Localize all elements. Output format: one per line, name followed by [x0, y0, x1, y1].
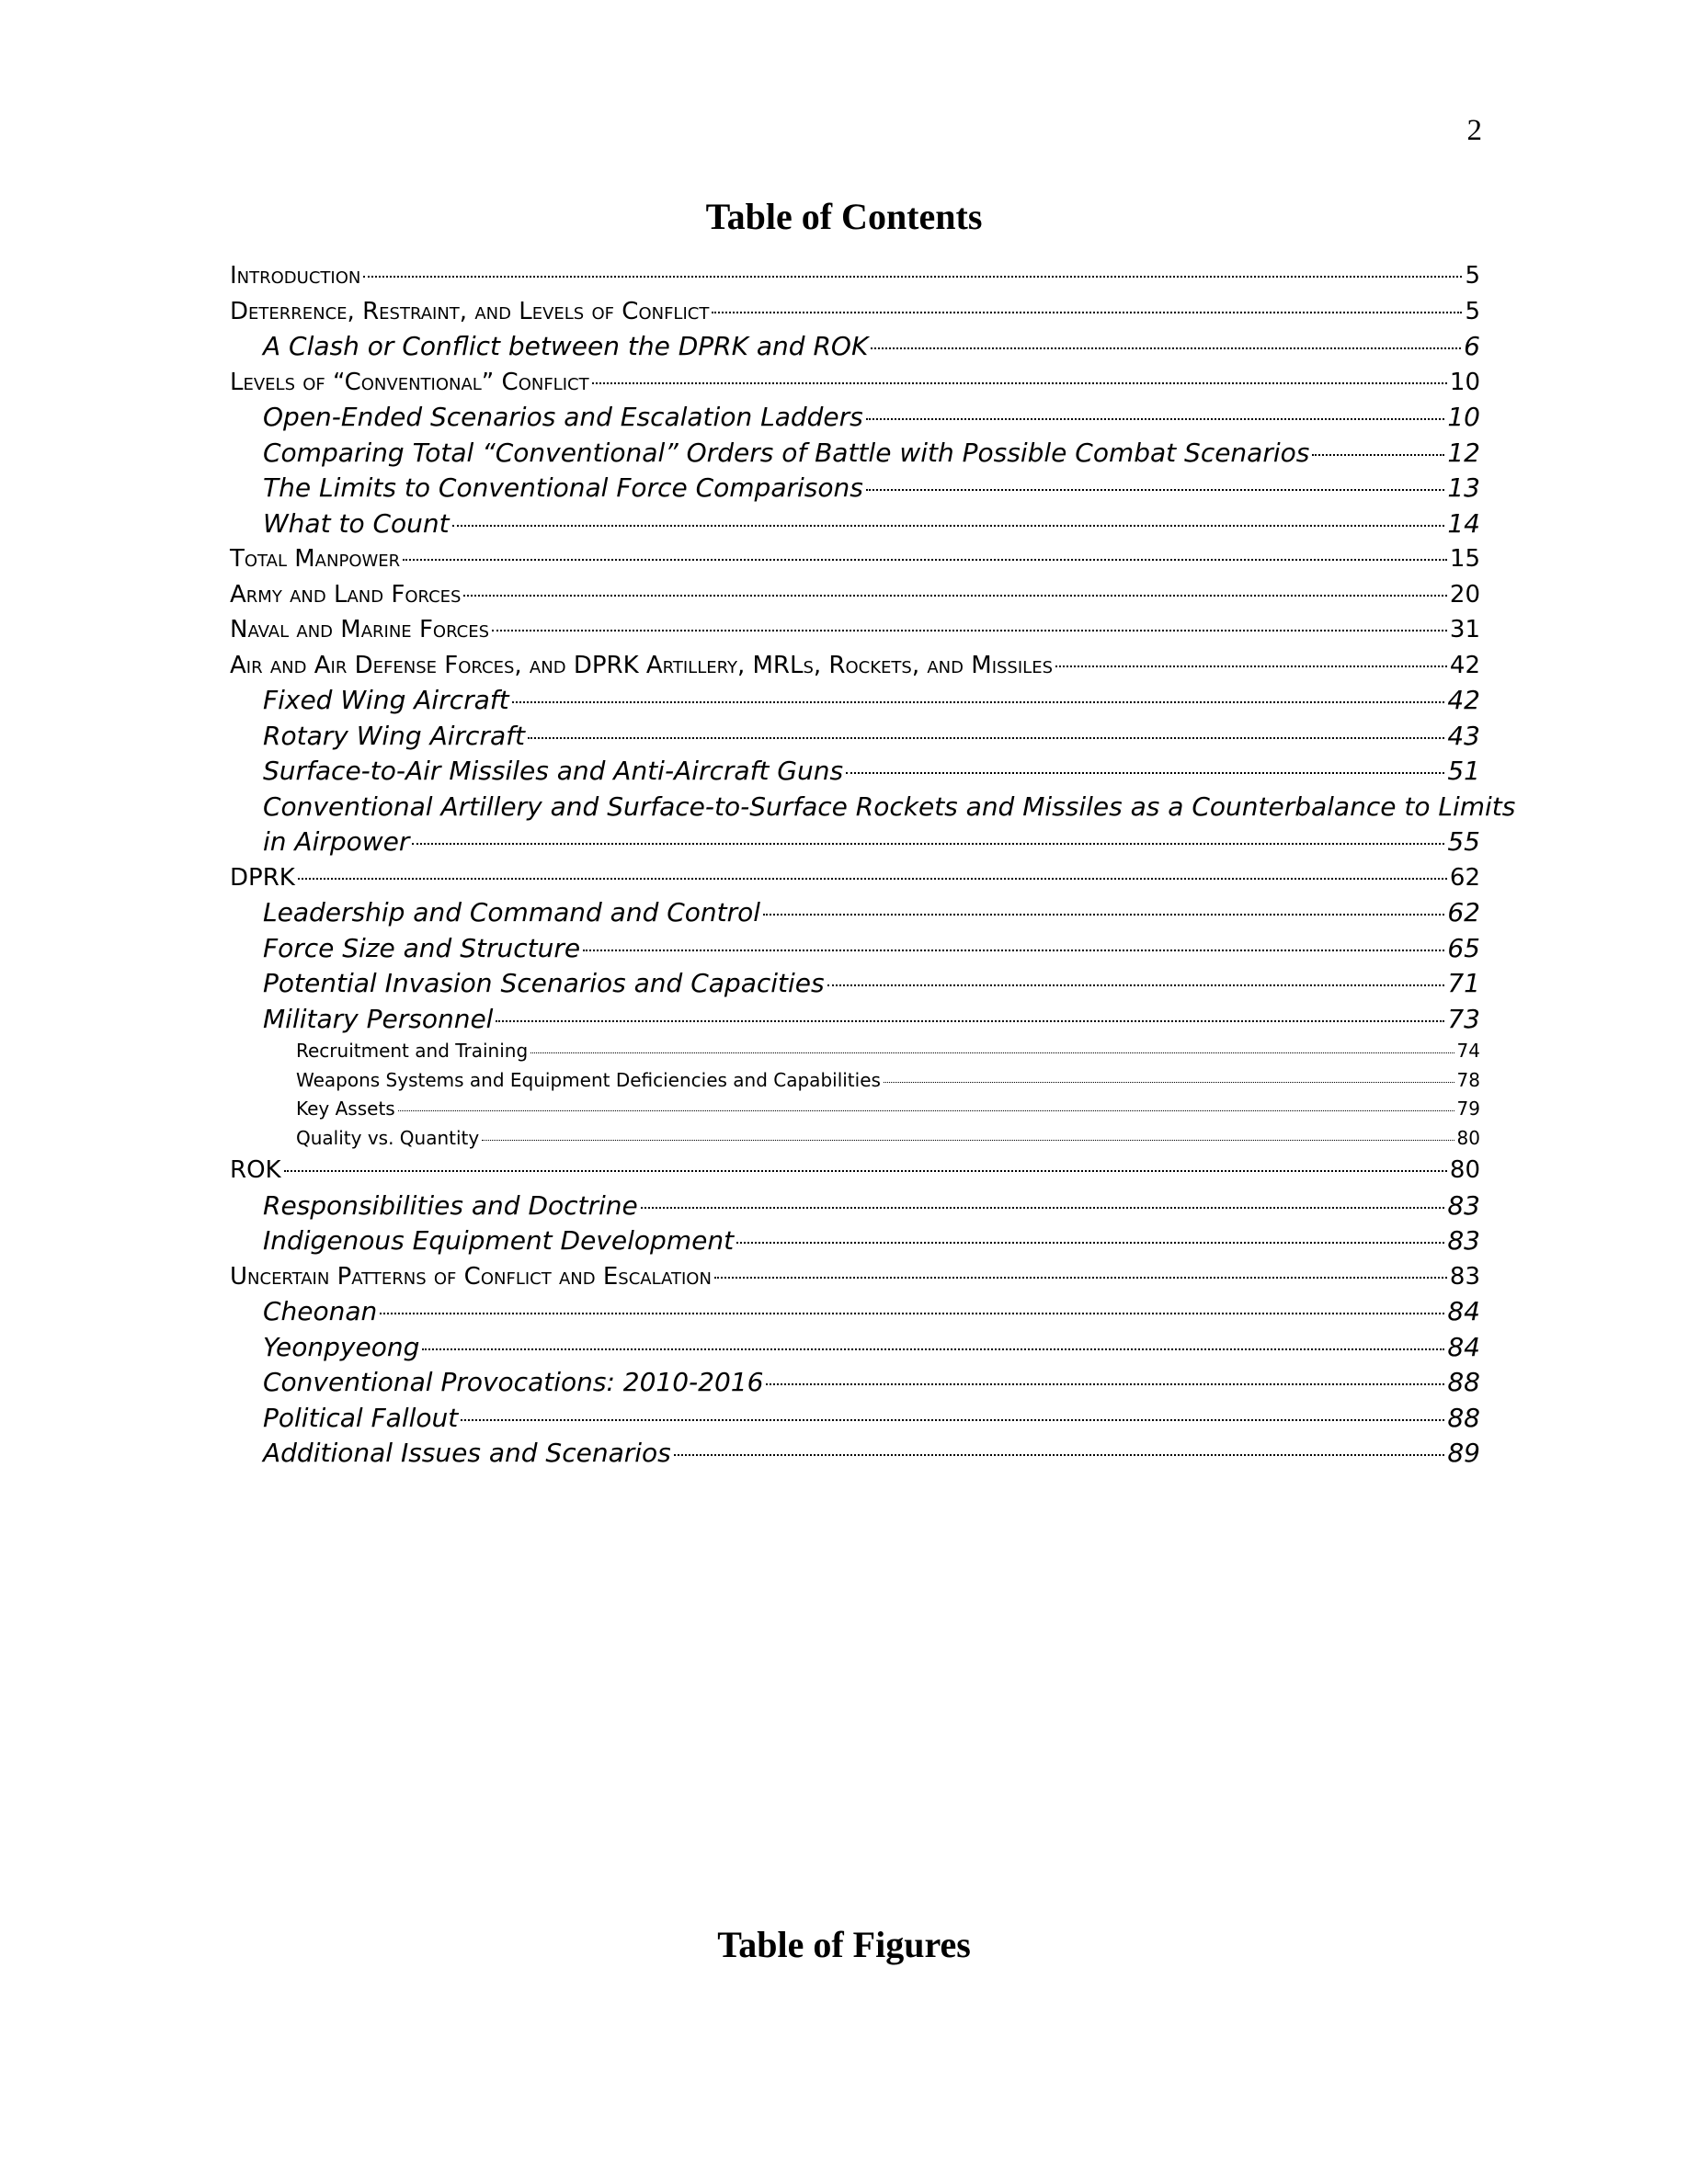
dot-leader [512, 701, 1445, 703]
toc-entry-page: 71 [1447, 968, 1480, 998]
toc-entry-page: 12 [1447, 437, 1480, 468]
dot-leader [422, 1348, 1444, 1350]
dot-leader [492, 630, 1447, 631]
toc-entry-page: 5 [1465, 262, 1480, 290]
toc-entry-text: Quality vs. Quantity [296, 1126, 480, 1149]
toc-entry[interactable] [230, 506, 1480, 542]
dot-leader [674, 1454, 1445, 1456]
toc-entry-text: Military Personnel [263, 1003, 494, 1034]
toc-entry-page: 10 [1449, 368, 1480, 396]
toc-entry-page: 83 [1449, 1262, 1480, 1291]
dot-leader [884, 1082, 1454, 1083]
toc-entry[interactable] [230, 1259, 1480, 1295]
toc-entry-page: 55 [1447, 826, 1480, 857]
toc-entry-page: 79 [1456, 1098, 1480, 1120]
dot-leader [714, 1277, 1447, 1279]
toc-entry-text: Open-Ended Scenarios and Escalation Ladders [263, 402, 863, 432]
toc-entry[interactable] [230, 1189, 1480, 1224]
toc-entry-wrapped-line[interactable] [230, 790, 1516, 825]
toc-entry-text: ROK [230, 1156, 281, 1184]
toc-entry-text: Political Fallout [263, 1402, 459, 1433]
toc-entry[interactable] [230, 1401, 1480, 1437]
toc-entry-text: Total Manpower [230, 545, 401, 573]
toc-entry-page: 62 [1447, 897, 1480, 927]
toc-entry-page: 14 [1447, 507, 1480, 539]
dot-leader [461, 1419, 1444, 1421]
figures-title: Table of Figures [717, 1924, 971, 1965]
toc-entry-page: 89 [1447, 1438, 1480, 1468]
dot-leader [482, 1140, 1454, 1141]
dot-leader [496, 1020, 1444, 1022]
toc-entry-text: The Limits to Conventional Force Comparisons [263, 472, 863, 503]
toc-entry-text: Conventional Provocations: 2010-2016 [263, 1367, 764, 1397]
toc-entry-text: in Airpower [263, 826, 410, 857]
toc-entry-page: 42 [1447, 685, 1480, 715]
toc-entry-text: Rotary Wing Aircraft [263, 720, 525, 751]
dot-leader [736, 1242, 1444, 1244]
dot-leader [380, 1313, 1444, 1314]
toc-entry-text: Weapons Systems and Equipment Deficiencies and Capabilities [296, 1068, 881, 1091]
toc-entry[interactable] [230, 754, 1480, 790]
toc-entry-page: 78 [1456, 1068, 1480, 1091]
toc-entry[interactable] [230, 860, 1480, 896]
dot-leader [766, 1383, 1444, 1385]
toc-entry-page: 88 [1447, 1402, 1480, 1433]
toc-entry-text: Key Assets [296, 1098, 395, 1120]
toc-entry-text: Introduction [230, 262, 361, 290]
toc-entry-page: 10 [1447, 402, 1480, 432]
dot-leader [712, 312, 1462, 313]
toc-entry-text: DPRK [230, 863, 295, 892]
toc-entry-page: 42 [1449, 651, 1480, 679]
toc-entry-text: Deterrence, Restraint, and Levels of Conflict [230, 297, 710, 325]
toc-entry[interactable] [230, 436, 1480, 472]
dot-leader [298, 878, 1447, 880]
toc-entry-page: 20 [1449, 580, 1480, 609]
dot-leader [871, 347, 1461, 349]
dot-leader [641, 1207, 1445, 1209]
dot-leader [412, 843, 1444, 845]
dot-leader [583, 950, 1444, 951]
dot-leader [763, 914, 1444, 916]
toc-entry[interactable] [230, 1037, 1480, 1066]
toc-entry-page: 84 [1447, 1296, 1480, 1326]
toc-entry-text: Potential Invasion Scenarios and Capacities [263, 968, 825, 998]
toc-entry[interactable] [230, 1436, 1480, 1472]
dot-leader [846, 772, 1444, 774]
dot-leader [530, 1052, 1454, 1053]
toc-entry[interactable] [230, 1066, 1480, 1096]
toc-entry-page: 5 [1465, 297, 1480, 325]
dot-leader [1312, 454, 1444, 456]
toc-entry-page: 31 [1449, 616, 1480, 643]
toc-entry[interactable] [230, 719, 1480, 755]
dot-leader [528, 737, 1444, 739]
toc-entry-page: 65 [1447, 932, 1480, 963]
toc-entry[interactable] [230, 1095, 1480, 1124]
toc-entry[interactable] [230, 471, 1480, 506]
toc-entry-page: 62 [1449, 863, 1480, 892]
toc-entry-text: Surface-to-Air Missiles and Anti-Aircraft Guns [263, 756, 844, 786]
toc-entry-page: 74 [1456, 1040, 1480, 1062]
toc-entry[interactable] [230, 1223, 1480, 1259]
toc-entry[interactable] [230, 400, 1480, 436]
toc-entry[interactable] [230, 1365, 1480, 1401]
toc-entry-text: Recruitment and Training [296, 1040, 529, 1062]
toc-entry-page: 80 [1449, 1156, 1480, 1184]
toc-entry[interactable] [230, 541, 1480, 577]
toc-entry[interactable] [230, 365, 1480, 401]
toc-entry-page: 51 [1447, 756, 1480, 786]
toc-entry-page: 83 [1447, 1225, 1480, 1256]
toc-entry[interactable] [230, 1294, 1480, 1330]
toc-entry-text: Levels of “Conventional” Conflict [230, 368, 589, 396]
toc-entry-text: Fixed Wing Aircraft [263, 685, 509, 715]
toc-entry[interactable] [230, 329, 1480, 365]
toc-title: Table of Contents [705, 196, 983, 237]
dot-leader [866, 418, 1445, 420]
toc-entry[interactable] [230, 1153, 1480, 1189]
dot-leader [866, 489, 1445, 491]
toc-entry-text: Yeonpyeong [263, 1331, 420, 1362]
toc-entry-text: What to Count [263, 507, 450, 539]
toc-entry-text: Comparing Total “Conventional” Orders of Battle with Possible Combat Scenarios [263, 437, 1310, 468]
toc-entry-text: Uncertain Patterns of Conflict and Escalation [230, 1262, 712, 1291]
toc-entry-text: Indigenous Equipment Development [263, 1225, 735, 1256]
toc-entry-text: Force Size and Structure [263, 932, 581, 963]
toc-entry[interactable] [230, 931, 1480, 967]
toc-entry-page: 13 [1447, 472, 1480, 503]
toc-entry-page: 6 [1464, 331, 1480, 361]
toc-entry-text: Army and Land Forces [230, 580, 462, 609]
toc-list [230, 258, 1516, 1472]
toc-entry-text: A Clash or Conflict between the DPRK and ROK [263, 331, 869, 361]
toc-entry-text: Air and Air Defense Forces, and DPRK Artillery, MRLs, Rockets, and Missiles [230, 651, 1053, 679]
dot-leader [1055, 665, 1447, 667]
toc-entry[interactable] [230, 1002, 1480, 1038]
toc-entry[interactable] [230, 294, 1480, 330]
toc-entry-text: Responsibilities and Doctrine [263, 1189, 638, 1221]
toc-entry[interactable] [230, 648, 1480, 684]
toc-entry[interactable] [230, 1330, 1480, 1366]
toc-entry[interactable] [230, 966, 1480, 1002]
toc-entry-text: Conventional Artillery and Surface-to-Surface Rockets and Missiles as a Counterbalance to Limits [263, 791, 1516, 822]
toc-entry-text: Additional Issues and Scenarios [263, 1438, 671, 1468]
toc-entry-page: 43 [1447, 720, 1480, 751]
toc-entry[interactable] [230, 825, 1480, 860]
dot-leader [363, 276, 1462, 278]
toc-entry-page: 80 [1456, 1126, 1480, 1149]
toc-entry[interactable] [230, 683, 1480, 719]
toc-entry-page: 84 [1447, 1331, 1480, 1362]
dot-leader [403, 559, 1447, 561]
toc-entry-page: 83 [1447, 1189, 1480, 1221]
toc-entry-text: Naval and Marine Forces [230, 616, 490, 643]
page-number: 2 [1466, 114, 1482, 147]
dot-leader [452, 525, 1445, 527]
toc-entry[interactable] [230, 577, 1480, 613]
toc-entry-text: Cheonan [263, 1296, 378, 1326]
dot-leader [827, 984, 1445, 986]
dot-leader [592, 382, 1447, 384]
toc-entry[interactable] [230, 612, 1480, 648]
toc-entry-text: Leadership and Command and Control [263, 897, 761, 927]
dot-leader [463, 595, 1446, 597]
toc-entry[interactable] [230, 1124, 1480, 1154]
toc-entry-page: 88 [1447, 1367, 1480, 1397]
dot-leader [398, 1110, 1454, 1111]
toc-entry-page: 73 [1447, 1003, 1480, 1034]
toc-entry[interactable] [230, 895, 1480, 931]
toc-entry-page: 15 [1449, 545, 1480, 573]
dot-leader [284, 1170, 1447, 1172]
toc-entry[interactable] [230, 258, 1480, 294]
